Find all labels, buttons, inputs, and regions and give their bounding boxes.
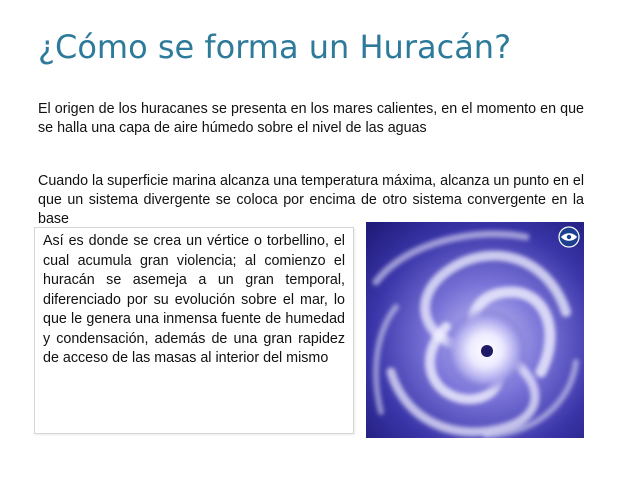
slide-title: ¿Cómo se forma un Huracán? (38, 28, 512, 66)
hurricane-illustration (366, 222, 584, 438)
hurricane-eye (481, 345, 493, 357)
paragraph-vortex: Así es donde se crea un vértice o torbellino, el cual acumula gran violencia; al comienzo el huracán se asemeja a un gran temporal, diferenciado por su evolución sobre el mar, lo que le genera una inmensa fuente de humedad y condensación, además de una gran rapidez de acceso de las masas al interior del mismo (43, 233, 345, 366)
noaa-logo-icon (559, 227, 579, 247)
text-box (34, 227, 354, 434)
hurricane-satellite-image (366, 222, 584, 438)
paragraph-origin: El origen de los huracanes se presenta en los mares calientes, en el momento en que se halla una capa de aire húmedo sobre el nivel de las aguas (38, 101, 584, 136)
paragraph-divergent-system: Cuando la superficie marina alcanza una temperatura máxima, alcanza un punto en el que un sistema divergente se coloca por encima de otro sistema convergente en la base (38, 173, 584, 227)
